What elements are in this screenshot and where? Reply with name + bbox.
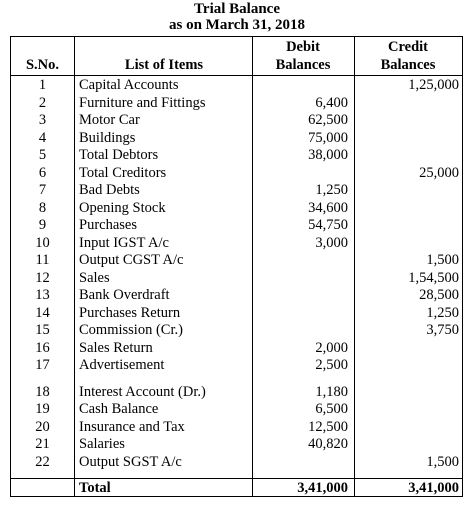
header-divider — [11, 75, 462, 76]
total-credit: 3,41,000 — [408, 480, 459, 496]
row-item: Interest Account (Dr.) — [79, 383, 206, 400]
row-debit: 40,820 — [308, 436, 348, 452]
row-sno: 2 — [38, 94, 47, 111]
row-sno: 4 — [38, 129, 47, 146]
row-item: Purchases Return — [79, 304, 181, 321]
row-item: Commission (Cr.) — [79, 322, 183, 338]
row-debit: 12,500 — [308, 418, 348, 435]
row-item: Input IGST A/c — [79, 234, 169, 251]
row-item: Bank Overdraft — [79, 287, 170, 303]
row-sno: 12 — [35, 269, 50, 286]
header-debit-1: Debit — [286, 39, 320, 55]
row-debit: 54,750 — [308, 217, 348, 233]
row-credit: 3,750 — [426, 322, 459, 338]
trial-balance-table — [10, 36, 463, 497]
row-debit: 34,600 — [308, 199, 348, 216]
row-debit: 1,180 — [315, 383, 348, 400]
row-item: Output CGST A/c — [79, 252, 184, 268]
row-debit: 2,500 — [315, 357, 348, 373]
row-sno: 20 — [35, 418, 50, 435]
row-credit: 25,000 — [419, 164, 459, 181]
row-debit: 6,500 — [315, 401, 348, 417]
header-debit-2: Balances — [275, 57, 331, 73]
row-item: Bad Debts — [79, 182, 140, 198]
row-credit: 1,25,000 — [408, 77, 459, 93]
row-sno: 3 — [38, 112, 47, 128]
total-debit: 3,41,000 — [297, 480, 348, 496]
row-sno: 22 — [35, 453, 50, 470]
row-sno: 18 — [35, 383, 50, 400]
row-debit: 75,000 — [308, 129, 348, 146]
row-sno: 14 — [35, 304, 50, 321]
row-item: Total Debtors — [79, 147, 159, 163]
row-item: Output SGST A/c — [79, 453, 182, 470]
row-credit: 1,250 — [426, 304, 459, 321]
row-item: Insurance and Tax — [79, 418, 185, 435]
total-label: Total — [79, 480, 111, 496]
row-sno: 13 — [35, 287, 50, 303]
row-sno: 9 — [38, 217, 47, 233]
page-title: Trial Balance — [194, 1, 280, 17]
row-debit: 38,000 — [308, 147, 348, 163]
row-sno: 6 — [38, 164, 47, 181]
row-item: Cash Balance — [79, 401, 159, 417]
column-divider — [74, 37, 75, 496]
header-credit-1: Credit — [387, 39, 428, 55]
row-debit: 3,000 — [315, 234, 348, 251]
row-debit: 1,250 — [315, 182, 348, 198]
row-debit: 6,400 — [315, 94, 348, 111]
row-credit: 1,500 — [426, 453, 459, 470]
row-sno: 15 — [35, 322, 50, 338]
row-item: Furniture and Fittings — [79, 94, 206, 111]
row-sno: 16 — [35, 339, 50, 356]
row-item: Capital Accounts — [79, 77, 179, 93]
row-credit: 1,54,500 — [408, 269, 459, 286]
row-item: Motor Car — [79, 112, 140, 128]
row-item: Salaries — [79, 436, 125, 452]
row-item: Advertisement — [79, 357, 165, 373]
row-credit: 28,500 — [419, 287, 459, 303]
row-sno: 17 — [35, 357, 50, 373]
row-item: Purchases — [79, 217, 137, 233]
row-item: Opening Stock — [79, 199, 166, 216]
row-sno: 7 — [38, 182, 47, 198]
header-items: List of Items — [124, 57, 204, 73]
row-sno: 5 — [38, 147, 47, 163]
header-credit-2: Balances — [380, 57, 436, 73]
row-sno: 19 — [35, 401, 50, 417]
row-sno: 1 — [38, 77, 47, 93]
row-sno: 8 — [38, 199, 47, 216]
page-subtitle: as on March 31, 2018 — [169, 17, 305, 33]
header-sno: S.No. — [25, 57, 60, 73]
row-debit: 62,500 — [308, 112, 348, 128]
total-divider — [11, 478, 462, 479]
row-sno: 11 — [35, 252, 50, 268]
row-item: Buildings — [79, 129, 136, 146]
row-item: Total Creditors — [79, 164, 167, 181]
row-item: Sales Return — [79, 339, 153, 356]
row-sno: 21 — [35, 436, 50, 452]
row-credit: 1,500 — [426, 252, 459, 268]
row-sno: 10 — [35, 234, 50, 251]
row-debit: 2,000 — [315, 339, 348, 356]
row-item: Sales — [79, 269, 110, 286]
